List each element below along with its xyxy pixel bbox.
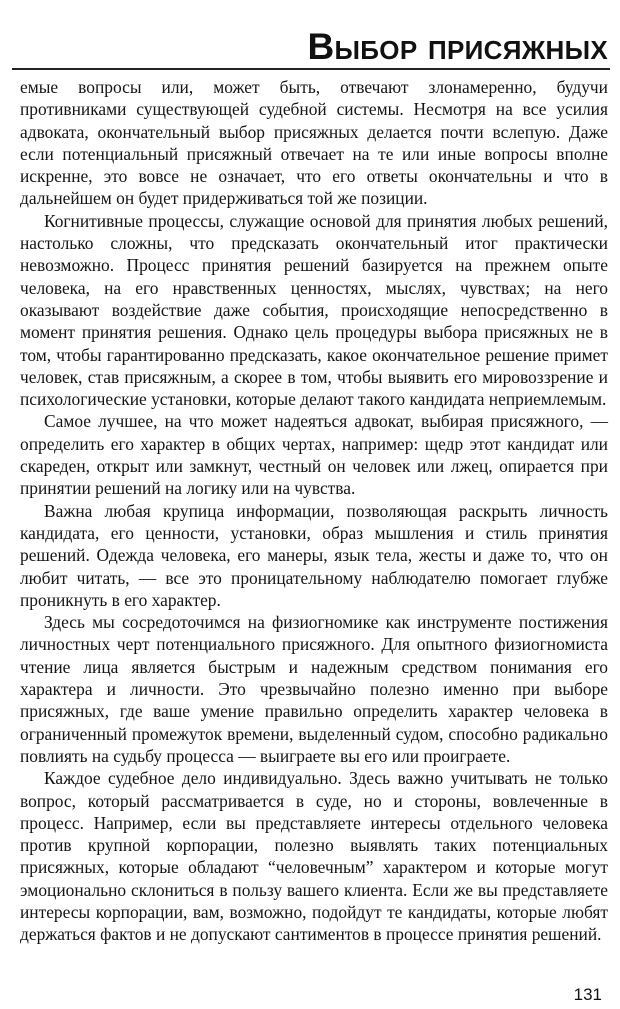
page-number: 131 xyxy=(573,985,602,1004)
paragraph: Самое лучшее, на что может надеяться адвокат, выбирая присяжного, — определить его характер в общих чертах, например: щедр этот кандидат или скареден, открыт или замкнут, честный он человек или лжец, опирается при принятии решений на логику или на чувства. xyxy=(20,411,608,499)
paragraph: Когнитивные процессы, служащие основой для принятия любых решений, настолько сложны, что предсказать окончательный итог практически невозможно. Процесс принятия решений базируется на прежнем опыте человека, на его нравственных ценностях, мыслях, чувствах; на него оказывают воздействие даже события, происходящие непосредственно в момент принятия решения. Однако цель процедуры выбора присяжных не в том, чтобы гарантированно предсказать, какое окончательное решение примет человек, став присяжным, а скорее в том, чтобы выявить его мировоззрение и психологические установки, которые делают такого кандидата неприемлемым. xyxy=(20,210,608,410)
paragraph: Каждое судебное дело индивидуально. Здесь важно учитывать не только вопрос, который рассматривается в суде, но и стороны, вовлеченные в процесс. Например, если вы представляете интересы отдельного человека против крупной корпорации, полезно выявлять таких потенциальных присяжных, которые обладают “человечным” характером и которые могут эмоционально склониться в пользу вашего клиента. Если же вы представляете интересы корпорации, вам, возможно, подойдут те кандидаты, которые любят держаться фактов и не допускают сантиментов в процессе принятия решений. xyxy=(20,768,608,945)
paragraph: Здесь мы сосредоточимся на физиогномике как инструменте постижения личностных черт потенциального присяжного. Для опытного физиогномиста чтение лица является быстрым и надежным средством понимания его характера и личности. Это чрезвычайно полезно именно при выборе присяжных, где ваше умение правильно определить характер человека в ограниченный промежуток времени, выделенный судом, способно радикально повлиять на судьбу процесса — выиграете вы его или проиграете. xyxy=(20,612,608,766)
paragraph: Важна любая крупица информации, позволяющая раскрыть личность кандидата, его ценности, установки, образ мышления и стиль принятия решений. Одежда человека, его манеры, язык тела, жесты и даже то, что он любит читать, — все это проницательному наблюдателю помогает глубже проникнуть в его характер. xyxy=(20,500,608,610)
chapter-title: Выбор присяжных xyxy=(307,26,608,67)
running-header xyxy=(12,10,610,70)
paragraph-continued: емые вопросы или, может быть, отвечают злонамеренно, будучи противниками существующей судебной системы. Несмотря на все усилия адвоката, окончательный выбор присяжных делается почти вслепую. Даже если потенциальный присяжный отвечает на те или иные вопросы вполне искренне, это вовсе не означает, что его ответы окончательны и что в дальнейшем он будет придерживаться той же позиции. xyxy=(20,77,608,209)
body-text xyxy=(20,76,608,946)
